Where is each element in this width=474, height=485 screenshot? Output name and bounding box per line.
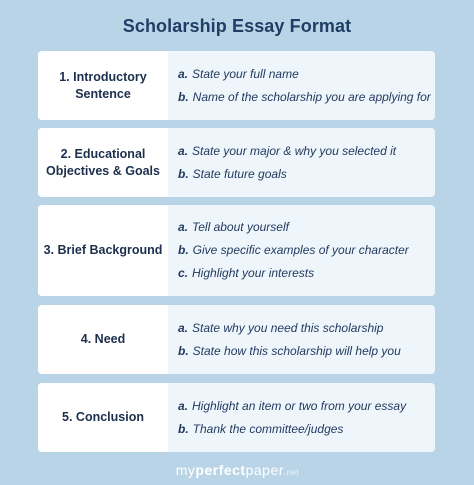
list-item: b. Thank the committee/judges [178,421,344,436]
brand-part-my: my [175,462,196,478]
row-items [168,383,435,452]
list-item: b. Give specific examples of your character [178,243,409,257]
list-item: b. State how this scholarship will help you [178,343,401,358]
brand-logo [150,462,325,478]
row-label: 1. Introductory Sentence [38,51,168,120]
row-educational-objectives [38,128,435,197]
list-item: a. State your major & why you selected it [178,143,397,158]
row-conclusion [38,383,435,452]
row-items [168,128,435,197]
list-item: b. State future goals [178,166,287,181]
list-item: a. State why you need this scholarship [178,320,384,335]
row-label: 5. Conclusion [38,383,168,452]
row-label: 4. Need [38,305,168,374]
list-item: a. State your full name [178,66,299,81]
brand-part-paper: paper [245,462,284,478]
row-items [168,51,435,120]
page-title: Scholarship Essay Format [122,16,352,36]
list-item: a. Tell about yourself [178,220,289,234]
row-brief-background [38,205,435,296]
row-need [38,305,435,374]
row-label: 2. Educational Objectives & Goals [38,128,168,197]
row-items [168,305,435,374]
brand-part-net: .net [283,468,300,477]
row-label: 3. Brief Background [38,205,168,296]
row-introductory-sentence [38,51,435,120]
list-item: c. Highlight your interests [178,266,315,280]
list-item: a. Highlight an item or two from your essay [178,398,407,413]
list-item: b. Name of the scholarship you are applying for [178,89,431,104]
row-items [168,205,435,296]
brand-part-perfect: perfect [195,462,246,478]
